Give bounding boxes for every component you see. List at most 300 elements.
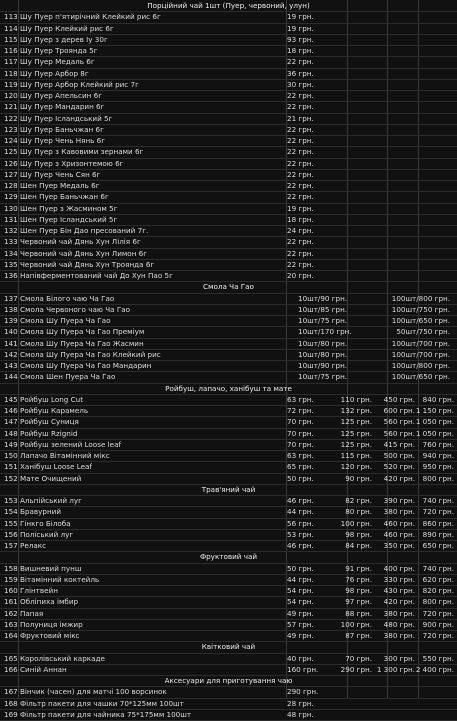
price-row [0, 698, 457, 709]
price-tier-2: 90 грн. [345, 473, 372, 483]
item-number: 120 [4, 91, 18, 100]
section-header [0, 484, 457, 495]
section-title: Ройбуш, лапачо, ханібуш та мате [165, 383, 292, 393]
price-tier-1: 53 грн. [287, 529, 314, 539]
price-row [0, 56, 457, 67]
item-number: 157 [4, 541, 18, 550]
price-tier-2: 100 грн. [340, 619, 372, 629]
item-number: 143 [4, 361, 18, 370]
item-name: Полуниця імжир [20, 619, 83, 629]
price-tier-1: 46 грн. [287, 496, 314, 505]
item-name: Шен Пуер Ісландський 5г [20, 214, 118, 224]
price-row [0, 225, 457, 236]
section-title: Аксесуари для приготування чаю [164, 676, 293, 685]
price-small-pack: 10шт/80 грн. [298, 338, 348, 348]
price-small-pack: 10шт/170 грн. [298, 327, 352, 337]
item-name: Смола Білого чаю Ча Гао [20, 293, 115, 303]
price-tier-3: 300 грн. [383, 653, 415, 663]
price-tier-4: 550 грн. [422, 653, 454, 663]
item-name: Шу Пуер Чень Сян 6г [20, 169, 101, 179]
item-price: 20 грн. [287, 271, 314, 280]
item-price: 22 грн. [287, 158, 314, 168]
price-tier-2: 290 грн. [340, 664, 372, 674]
item-price: 22 грн. [287, 248, 314, 258]
price-row [0, 574, 457, 585]
price-row [0, 135, 457, 146]
item-price: 22 грн. [287, 102, 314, 112]
price-tier-1: 160 грн. [287, 664, 319, 674]
price-tier-4: 720 грн. [422, 608, 454, 618]
price-tier-2: 70 грн. [345, 653, 372, 663]
price-row [0, 405, 457, 416]
item-name: Мате Очищений [20, 473, 82, 483]
item-number: 159 [4, 574, 18, 584]
price-tier-1: 63 грн. [287, 394, 314, 404]
item-name: Альпійський луг [20, 496, 82, 505]
item-number: 119 [4, 79, 18, 89]
item-name: Ройбуш Rzignid [20, 428, 78, 438]
item-name: Полiський луг [20, 529, 74, 539]
item-price: 22 грн. [287, 136, 314, 145]
item-number: 150 [4, 451, 18, 460]
price-row [0, 180, 457, 191]
item-price: 18 грн. [287, 214, 314, 224]
price-tier-1: 56 грн. [287, 518, 314, 528]
price-tier-3: 520 грн. [383, 462, 415, 472]
price-tier-3: 460 грн. [383, 518, 415, 528]
price-row [0, 439, 457, 450]
price-row [0, 608, 457, 619]
item-name: Шу Пуер Клейкий рис 6г [20, 23, 114, 33]
item-name: Вишневий пунш [20, 563, 82, 573]
price-tier-3: 430 грн. [383, 586, 415, 595]
price-tier-2: 84 грн. [345, 541, 372, 550]
item-number: 114 [4, 23, 18, 33]
price-row [0, 653, 457, 664]
price-tier-2: 80 грн. [345, 507, 372, 517]
item-name: Лапачо Вітамінний мікс [20, 451, 110, 460]
item-number: 149 [4, 439, 18, 449]
price-tier-3: 380 грн. [383, 608, 415, 618]
price-row [0, 394, 457, 405]
item-price: 22 грн. [287, 237, 314, 247]
price-row [0, 45, 457, 56]
section-header [0, 641, 457, 652]
item-name: Смола Шу Пуера Ча Гао [20, 316, 111, 325]
item-number: 161 [4, 597, 18, 607]
price-tier-1: 44 грн. [287, 507, 314, 517]
price-large-pack: 50шт/750 грн. [396, 327, 450, 337]
item-number: 138 [4, 304, 18, 314]
item-number: 142 [4, 349, 18, 359]
item-name: Королівський каркаде [20, 653, 105, 663]
item-number: 162 [4, 608, 18, 618]
section-header [0, 675, 457, 686]
item-number: 166 [4, 664, 18, 674]
item-number: 168 [4, 698, 18, 708]
item-price: 22 грн. [287, 169, 314, 179]
item-name: Смола Шен Пуера Ча Гао [20, 372, 116, 382]
price-large-pack: 100шт/650 грн. [391, 372, 450, 382]
price-large-pack: 100шт/700 грн. [391, 349, 450, 359]
price-row [0, 709, 457, 720]
price-tier-4: 800 грн. [422, 473, 454, 483]
price-tier-1: 46 грн. [287, 541, 314, 550]
item-number: 136 [4, 271, 18, 280]
price-large-pack: 100шт/800 грн. [391, 293, 450, 303]
price-tier-2: 87 грн. [345, 631, 372, 640]
item-price: 22 грн. [287, 192, 314, 202]
price-row [0, 326, 457, 337]
price-row [0, 259, 457, 270]
item-number: 122 [4, 113, 18, 123]
item-number: 135 [4, 259, 18, 269]
item-name: Шу Пуер Апельсин 6г [20, 91, 102, 100]
item-number: 126 [4, 158, 18, 168]
price-row [0, 124, 457, 135]
item-number: 125 [4, 147, 18, 157]
price-tier-4: 740 грн. [422, 496, 454, 505]
item-price: 19 грн. [287, 12, 314, 22]
item-name: Шен Пуер Бін Дао пресований 7г. [20, 226, 149, 235]
price-tier-4: 1 150 грн. [415, 406, 454, 415]
item-number: 160 [4, 586, 18, 595]
item-price: 24 грн. [287, 226, 314, 235]
item-name: Шен Пуер Баньчжан 6г [20, 192, 109, 202]
item-name: Смола Червоного чаю Ча Гао [20, 304, 131, 314]
item-number: 117 [4, 57, 18, 67]
item-price: 22 грн. [287, 91, 314, 100]
price-row [0, 11, 457, 22]
item-number: 154 [4, 507, 18, 517]
item-price: 28 грн. [287, 698, 314, 708]
price-row [0, 416, 457, 427]
item-number: 133 [4, 237, 18, 247]
item-number: 131 [4, 214, 18, 224]
item-name: Смола Шу Пуера Ча Гао Жасмин [20, 338, 144, 348]
price-row [0, 191, 457, 202]
price-tier-2: 91 грн. [345, 563, 372, 573]
price-tier-3: 380 грн. [383, 507, 415, 517]
price-tier-4: 650 грн. [422, 541, 454, 550]
item-name: Шу Пуер Троянда 5г [20, 46, 98, 55]
price-tier-2: 88 грн. [345, 608, 372, 618]
price-small-pack: 10шт/90 грн. [298, 361, 348, 370]
price-tier-4: 820 грн. [422, 586, 454, 595]
price-row [0, 338, 457, 349]
item-price: 19 грн. [287, 203, 314, 213]
item-number: 139 [4, 316, 18, 325]
price-tier-2: 125 грн. [340, 428, 372, 438]
item-name: Вітамінний коктейль [20, 574, 100, 584]
item-number: 151 [4, 462, 18, 472]
price-row [0, 619, 457, 630]
price-row [0, 90, 457, 101]
price-tier-4: 840 грн. [422, 394, 454, 404]
price-tier-2: 82 грн. [345, 496, 372, 505]
price-tier-2: 100 грн. [340, 518, 372, 528]
item-number: 146 [4, 406, 18, 415]
item-number: 128 [4, 181, 18, 190]
item-name: Шу Пуер Арбор Клейкий рис 7г [20, 79, 139, 89]
item-name: Шен Пуер Медаль 6г [20, 181, 100, 190]
price-tier-1: 65 грн. [287, 462, 314, 472]
price-tier-4: 1 050 грн. [415, 428, 454, 438]
item-number: 156 [4, 529, 18, 539]
price-row [0, 664, 457, 675]
price-tier-3: 460 грн. [383, 529, 415, 539]
price-tier-4: 800 грн. [422, 597, 454, 607]
price-row [0, 146, 457, 157]
price-row [0, 34, 457, 45]
item-number: 123 [4, 124, 18, 134]
price-tier-2: 98 грн. [345, 586, 372, 595]
item-price: 19 грн. [287, 23, 314, 33]
item-name: Релакс [20, 541, 47, 550]
price-tier-1: 70 грн. [287, 417, 314, 427]
price-row [0, 495, 457, 506]
price-small-pack: 10шт/80 грн. [298, 349, 348, 359]
price-small-pack: 10шт/85 грн. [298, 304, 348, 314]
price-tier-1: 70 грн. [287, 428, 314, 438]
price-row [0, 428, 457, 439]
section-header [0, 551, 457, 562]
price-tier-1: 50 грн. [287, 563, 314, 573]
item-number: 155 [4, 518, 18, 528]
item-number: 169 [4, 709, 18, 719]
item-number: 137 [4, 293, 18, 303]
item-price: 22 грн. [287, 147, 314, 157]
section-title: Трав'яний чай [201, 484, 256, 494]
price-tier-2: 125 грн. [340, 417, 372, 427]
price-row [0, 79, 457, 90]
item-name: Шу Пуер Арбор 8г [20, 68, 89, 78]
section-title: Квітковий чай [201, 642, 256, 652]
price-tier-1: 49 грн. [287, 608, 314, 618]
price-row [0, 293, 457, 304]
price-tier-3: 390 грн. [383, 496, 415, 505]
price-row [0, 23, 457, 34]
item-name: Червоний чай Дянь Хун Лілія 6г [20, 237, 141, 247]
item-name: Папая [20, 608, 44, 618]
item-name: Шен Пуер з Жасмином 5г [20, 203, 118, 213]
item-price: 36 грн. [287, 68, 314, 78]
item-name: Фруктовий мікс [20, 631, 80, 640]
item-name: Червоний чай Дянь Хун Троянда 6г [20, 259, 155, 269]
price-tier-4: 2 400 грн. [415, 664, 454, 674]
item-name: Шу Пуер з Кавовими зернами 6г [20, 147, 144, 157]
item-name: Глінтвейн [20, 586, 58, 595]
price-row [0, 169, 457, 180]
price-row [0, 461, 457, 472]
item-name: Синій Аннан [20, 664, 67, 674]
item-price: 22 грн. [287, 259, 314, 269]
item-number: 121 [4, 102, 18, 112]
price-row [0, 270, 457, 281]
price-tier-3: 480 грн. [383, 619, 415, 629]
price-row [0, 248, 457, 259]
price-tier-2: 76 грн. [345, 574, 372, 584]
price-tier-2: 120 грн. [340, 462, 372, 472]
price-tier-3: 415 грн. [383, 439, 415, 449]
item-price: 22 грн. [287, 57, 314, 67]
price-tier-4: 900 грн. [422, 619, 454, 629]
price-tier-3: 600 грн. [383, 406, 415, 415]
item-price: 93 грн. [287, 34, 314, 44]
price-row [0, 686, 457, 697]
price-tier-3: 380 грн. [383, 631, 415, 640]
item-price: 22 грн. [287, 124, 314, 134]
item-price: 48 грн. [287, 709, 314, 719]
item-price: 22 грн. [287, 181, 314, 190]
item-price: 290 грн. [287, 687, 319, 697]
price-tier-3: 1 300 грн. [376, 664, 415, 674]
price-tier-4: 860 грн. [422, 518, 454, 528]
price-row [0, 529, 457, 540]
item-name: Фільтр пакети для чашки 70*125мм 100шт [20, 698, 184, 708]
item-name: Смола Шу Пуера Ча Гао Преміум [20, 327, 145, 337]
item-number: 164 [4, 631, 18, 640]
price-row [0, 540, 457, 551]
item-name: Смола Шу Пуера Ча Гао Клейкий рис [20, 349, 161, 359]
price-row [0, 315, 457, 326]
price-tier-2: 98 грн. [345, 529, 372, 539]
item-number: 152 [4, 473, 18, 483]
price-row [0, 203, 457, 214]
price-tier-4: 720 грн. [422, 631, 454, 640]
item-name: Ройбуш Суниця [20, 417, 79, 427]
price-row [0, 506, 457, 517]
item-price: 18 грн. [287, 46, 314, 55]
price-tier-4: 890 грн. [422, 529, 454, 539]
item-number: 130 [4, 203, 18, 213]
price-small-pack: 10шт/75 грн. [298, 372, 348, 382]
item-number: 163 [4, 619, 18, 629]
item-name: Гінкго Білоба [20, 518, 71, 528]
item-name: Шу Пуер Баньчжан 6г [20, 124, 104, 134]
price-tier-1: 70 грн. [287, 439, 314, 449]
price-tier-4: 740 грн. [422, 563, 454, 573]
price-tier-1: 54 грн. [287, 586, 314, 595]
section-title: Порційний чай 1шт (Пуер, червоний, улун) [147, 1, 310, 10]
section-header [0, 281, 457, 292]
item-name: Ханібуш Loose Leaf [20, 462, 92, 472]
item-number: 158 [4, 563, 18, 573]
price-tier-2: 132 грн. [340, 406, 372, 415]
price-tier-2: 110 грн. [340, 394, 372, 404]
price-row [0, 214, 457, 225]
price-row [0, 585, 457, 596]
price-tier-2: 125 грн. [340, 439, 372, 449]
price-tier-1: 40 грн. [287, 653, 314, 663]
price-tier-1: 63 грн. [287, 451, 314, 460]
price-tier-3: 560 грн. [383, 428, 415, 438]
price-small-pack: 10шт/90 грн. [298, 293, 348, 303]
item-name: Шу Пуер з Хризонтемою 6г [20, 158, 124, 168]
price-row [0, 371, 457, 382]
item-name: Шу Пуер з дерев Іу 30г [20, 34, 108, 44]
price-row [0, 101, 457, 112]
item-number: 129 [4, 192, 18, 202]
price-tier-1: 54 грн. [287, 597, 314, 607]
price-row [0, 304, 457, 315]
price-tier-3: 500 грн. [383, 451, 415, 460]
section-title: Фруктовий чай [199, 552, 258, 562]
item-number: 144 [4, 372, 18, 382]
section-title: Смола Ча Гао [203, 282, 254, 292]
item-number: 141 [4, 338, 18, 348]
price-row [0, 473, 457, 484]
item-name: Ройбуш Long Cut [20, 394, 84, 404]
price-tier-3: 450 грн. [383, 394, 415, 404]
item-number: 148 [4, 428, 18, 438]
item-number: 116 [4, 46, 18, 55]
price-row [0, 563, 457, 574]
item-number: 145 [4, 394, 18, 404]
price-row [0, 158, 457, 169]
price-tier-4: 950 грн. [422, 462, 454, 472]
item-number: 134 [4, 248, 18, 258]
price-large-pack: 100шт/800 грн. [391, 361, 450, 370]
price-row [0, 596, 457, 607]
price-tier-1: 44 грн. [287, 574, 314, 584]
item-name: Ройбуш зелений Loose leaf [20, 439, 122, 449]
item-name: Бравурний [20, 507, 61, 517]
price-tier-1: 49 грн. [287, 631, 314, 640]
item-name: Шу Пуер п'ятирічний Клейкий рис 6г [20, 12, 161, 22]
price-tier-3: 560 грн. [383, 417, 415, 427]
item-name: Шу Пуер Ісландський 5г [20, 113, 113, 123]
item-name: Шу Пуер Чень Нянь 6г [20, 136, 106, 145]
price-tier-4: 1 050 грн. [415, 417, 454, 427]
price-row [0, 236, 457, 247]
item-price: 21 грн. [287, 113, 314, 123]
item-price: 30 грн. [287, 79, 314, 89]
price-large-pack: 100шт/700 грн. [391, 338, 450, 348]
item-number: 132 [4, 226, 18, 235]
price-tier-3: 400 грн. [383, 563, 415, 573]
price-row [0, 360, 457, 371]
price-tier-2: 97 грн. [345, 597, 372, 607]
price-tier-4: 720 грн. [422, 507, 454, 517]
price-row [0, 518, 457, 529]
price-tier-1: 72 грн. [287, 406, 314, 415]
price-large-pack: 100шт/650 грн. [391, 316, 450, 325]
price-large-pack: 100шт/750 грн. [391, 304, 450, 314]
item-name: Фільтр пакети для чайника 75*175мм 100шт [20, 709, 192, 719]
price-tier-4: 760 грн. [422, 439, 454, 449]
section-header [0, 383, 457, 394]
price-tier-3: 350 грн. [383, 541, 415, 550]
item-name: Напівферментований чай До Хун Пао 5г [20, 271, 173, 280]
item-number: 118 [4, 68, 18, 78]
item-number: 140 [4, 327, 18, 337]
item-name: Шу Пуер Медаль 6г [20, 57, 95, 67]
item-name: Вінчик (часен) для матчі 100 ворсинок [20, 687, 167, 697]
price-tier-2: 115 грн. [340, 451, 372, 460]
price-tier-3: 420 грн. [383, 597, 415, 607]
price-tier-4: 940 грн. [422, 451, 454, 460]
item-number: 153 [4, 496, 18, 505]
price-row [0, 630, 457, 641]
item-number: 127 [4, 169, 18, 179]
item-name: Смола Шу Пуера Ча Гао Мандарин [20, 361, 152, 370]
item-number: 165 [4, 653, 18, 663]
item-name: Обліпиха імбир [20, 597, 79, 607]
item-number: 115 [4, 34, 18, 44]
item-name: Шу Пуер Мандарин 6г [20, 102, 105, 112]
price-small-pack: 10шт/75 грн. [298, 316, 348, 325]
